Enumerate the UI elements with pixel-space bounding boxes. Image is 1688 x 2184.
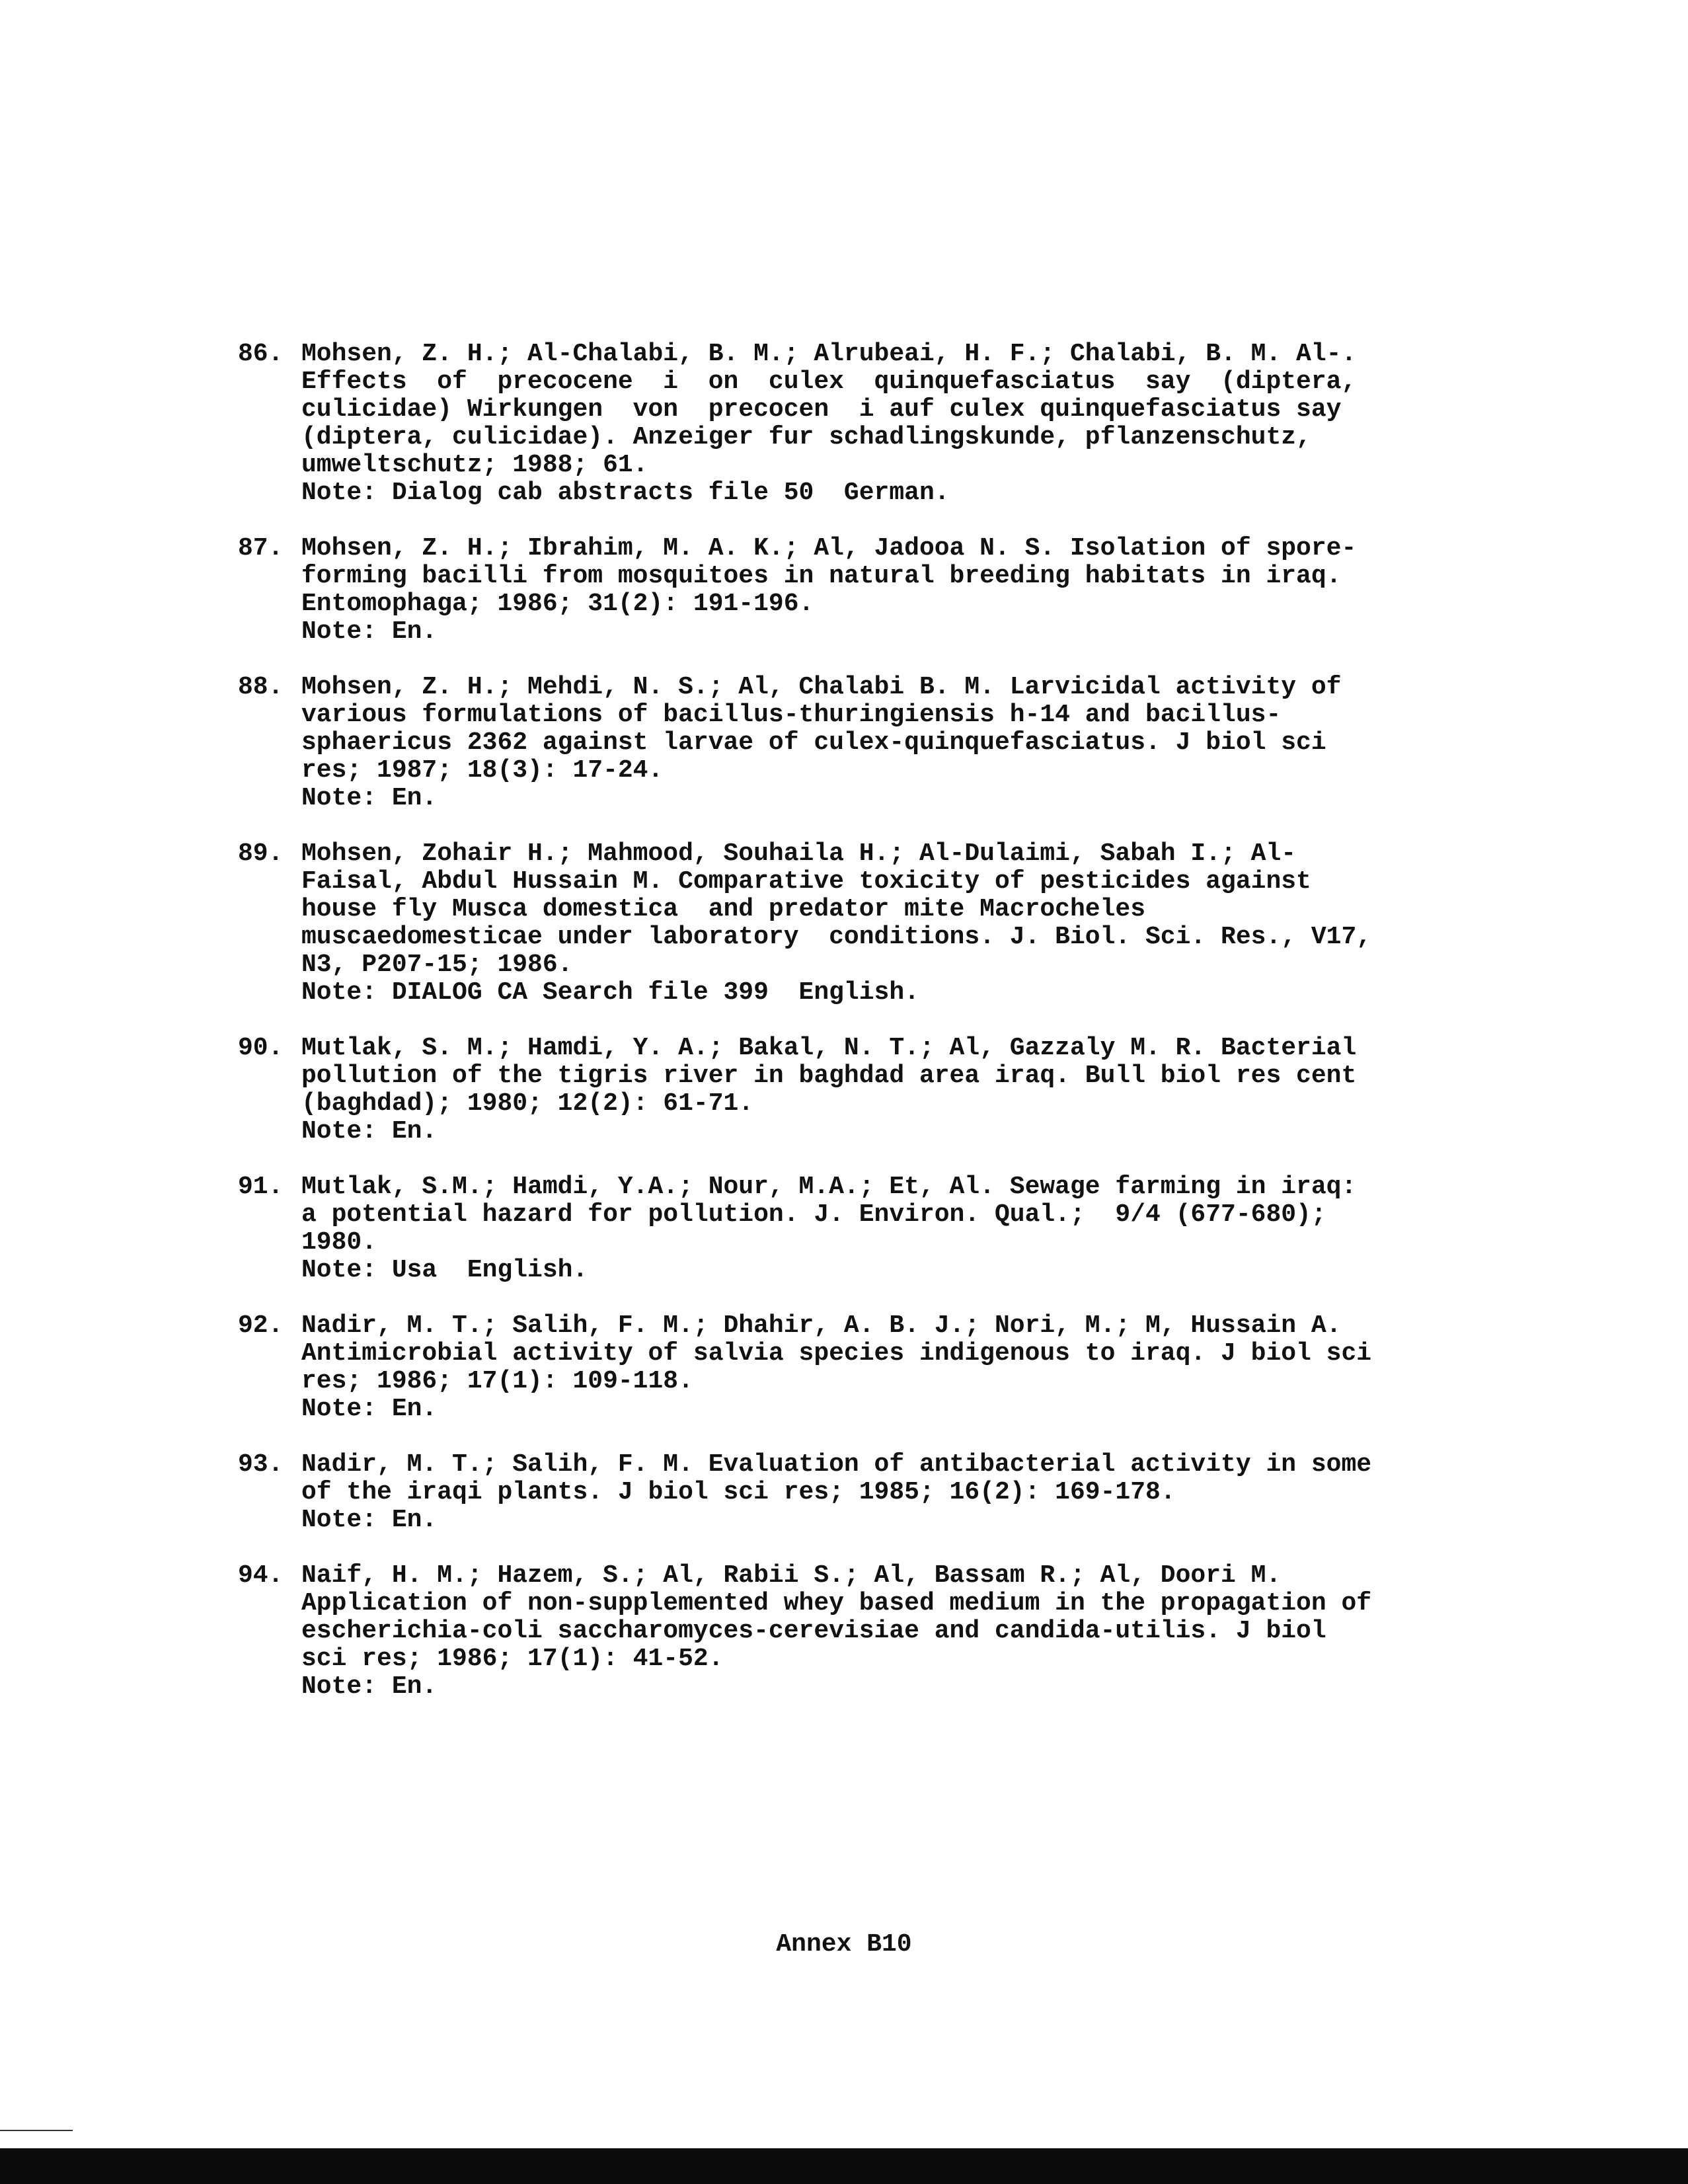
reference-entry [238,674,1494,812]
reference-number: 93. [238,1450,284,1479]
reference-text [301,1173,1494,1284]
reference-line: Mohsen, Z. H.; Mehdi, N. S.; Al, Chalabi B. M. Larvicidal activity of [301,673,1342,701]
reference-line: muscaedomesticae under laboratory conditions. J. Biol. Sci. Res., V17, [301,923,1372,951]
reference-text [301,1451,1494,1534]
reference-note: Note: En. [301,617,438,646]
reference-number: 92. [238,1311,284,1340]
reference-line: a potential hazard for pollution. J. Environ. Qual.; 9/4 (677-680); [301,1200,1326,1229]
reference-line: N3, P207-15; 1986. [301,951,573,979]
reference-line: Naif, H. M.; Hazem, S.; Al, Rabii S.; Al, Bassam R.; Al, Doori M. [301,1561,1282,1590]
reference-note: Note: En. [301,1395,438,1423]
scan-artifact-line [0,2130,73,2131]
reference-line: of the iraqi plants. J biol sci res; 1985; 16(2): 169-178. [301,1478,1176,1506]
reference-line: res; 1986; 17(1): 109-118. [301,1367,693,1395]
reference-list [238,340,1494,1729]
reference-entry [238,1451,1494,1534]
scan-bottom-border [0,2148,1688,2184]
reference-entry [238,1034,1494,1146]
reference-line: Faisal, Abdul Hussain M. Comparative toxicity of pesticides against [301,867,1311,896]
reference-line: (baghdad); 1980; 12(2): 61-71. [301,1089,754,1118]
reference-line: (diptera, culicidae). Anzeiger fur schadlingskunde, pflanzenschutz, [301,423,1311,451]
page-footer: Annex B10 [776,1930,912,1959]
reference-entry [238,1562,1494,1701]
reference-line: umweltschutz; 1988; 61. [301,451,648,479]
reference-line: Mohsen, Z. H.; Al-Chalabi, B. M.; Alrubeai, H. F.; Chalabi, B. M. Al-. [301,340,1357,368]
reference-number: 86. [238,340,284,368]
reference-line: Mohsen, Zohair H.; Mahmood, Souhaila H.; Al-Dulaimi, Sabah I.; Al- [301,839,1297,868]
reference-text [301,1034,1494,1146]
reference-entry [238,840,1494,1007]
reference-text [301,840,1494,1007]
reference-line: 1980. [301,1228,377,1257]
reference-text [301,674,1494,812]
reference-note: Note: Dialog cab abstracts file 50 German. [301,479,950,507]
reference-line: res; 1987; 18(3): 17-24. [301,756,664,785]
reference-text [301,340,1494,507]
reference-line: escherichia-coli saccharomyces-cerevisiae and candida-utilis. J biol [301,1617,1326,1645]
reference-line: various formulations of bacillus-thuringiensis h-14 and bacillus- [301,701,1282,729]
reference-entry [238,1173,1494,1284]
reference-note: Note: DIALOG CA Search file 399 English. [301,978,919,1007]
reference-note: Note: En. [301,1117,438,1146]
reference-note: Note: En. [301,784,438,812]
reference-entry [238,1312,1494,1423]
reference-number: 90. [238,1034,284,1062]
reference-line: sphaericus 2362 against larvae of culex-quinquefasciatus. J biol sci [301,728,1326,757]
reference-entry [238,535,1494,646]
reference-entry [238,340,1494,507]
reference-line: Nadir, M. T.; Salih, F. M.; Dhahir, A. B. J.; Nori, M.; M, Hussain A. [301,1311,1342,1340]
reference-number: 87. [238,534,284,563]
reference-text [301,1562,1494,1701]
reference-line: Mohsen, Z. H.; Ibrahim, M. A. K.; Al, Jadooa N. S. Isolation of spore- [301,534,1357,563]
reference-line: forming bacilli from mosquitoes in natural breeding habitats in iraq. [301,562,1342,590]
reference-number: 88. [238,673,284,701]
reference-line: pollution of the tigris river in baghdad area iraq. Bull biol res cent [301,1062,1357,1090]
reference-line: culicidae) Wirkungen von precocen i auf culex quinquefasciatus say [301,395,1342,424]
reference-line: Mutlak, S.M.; Hamdi, Y.A.; Nour, M.A.; Et, Al. Sewage farming in iraq: [301,1173,1357,1201]
reference-number: 89. [238,839,284,868]
reference-line: Entomophaga; 1986; 31(2): 191-196. [301,590,814,618]
reference-text [301,535,1494,646]
reference-line: Nadir, M. T.; Salih, F. M. Evaluation of antibacterial activity in some [301,1450,1372,1479]
reference-note: Note: En. [301,1506,438,1534]
reference-number: 94. [238,1561,284,1590]
reference-line: Antimicrobial activity of salvia species indigenous to iraq. J biol sci [301,1339,1372,1368]
reference-note: Note: En. [301,1672,438,1701]
reference-text [301,1312,1494,1423]
reference-line: Effects of precocene i on culex quinquefasciatus say (diptera, [301,368,1357,396]
reference-line: Mutlak, S. M.; Hamdi, Y. A.; Bakal, N. T.; Al, Gazzaly M. R. Bacterial [301,1034,1357,1062]
reference-line: Application of non-supplemented whey based medium in the propagation of [301,1589,1372,1618]
reference-line: sci res; 1986; 17(1): 41-52. [301,1645,724,1673]
reference-number: 91. [238,1173,284,1201]
reference-line: house fly Musca domestica and predator mite Macrocheles [301,895,1146,923]
reference-note: Note: Usa English. [301,1256,588,1284]
